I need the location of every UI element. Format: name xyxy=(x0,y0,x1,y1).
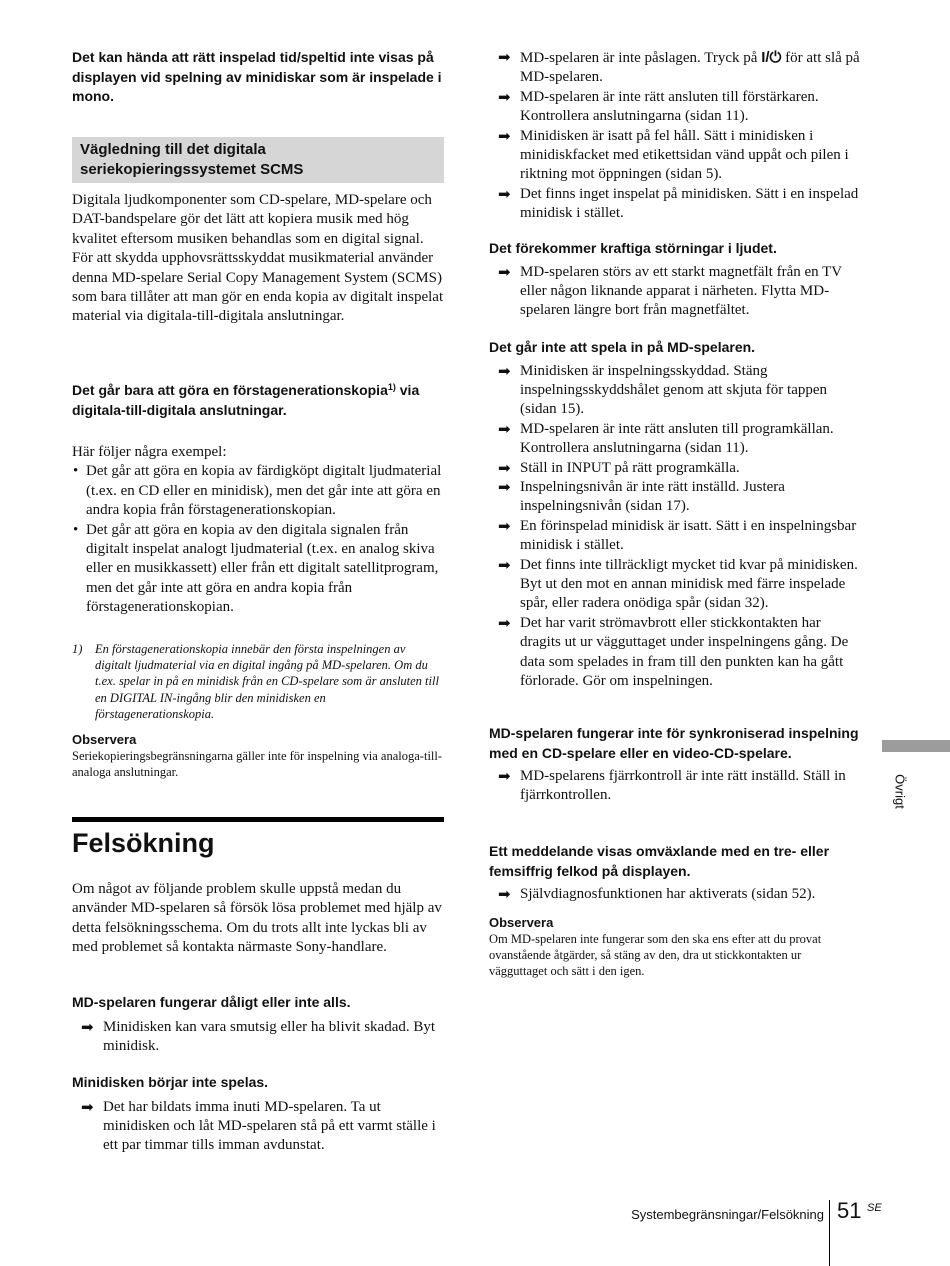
page-number: 51 xyxy=(837,1198,862,1223)
observe-note xyxy=(489,914,861,980)
solution-item xyxy=(489,767,861,806)
arrow-right-icon: ➡ xyxy=(498,361,511,380)
list-item xyxy=(72,521,444,618)
arrow-right-icon: ➡ xyxy=(498,885,511,903)
page-suffix: SE xyxy=(867,1202,882,1214)
problem-heading: Ett meddelande visas omväxlande med en tre- eller femsiffrig felkod på displayen. xyxy=(489,843,830,879)
side-tab-label: Övrigt xyxy=(892,774,908,809)
footnote xyxy=(72,641,444,722)
problem-heading: MD-spelaren fungerar inte för synkroniserad inspelning med en CD-spelare eller en video-CD-spelare. xyxy=(489,725,859,761)
solution-item xyxy=(489,263,861,321)
arrow-right-icon: ➡ xyxy=(498,419,511,438)
arrow-right-icon: ➡ xyxy=(498,48,511,66)
solution-item xyxy=(489,478,861,517)
solution-text: Det har bildats imma inuti MD-spelaren. Ta ut minidisken och låt MD-spelaren stå på ett varmt ställe i ett par timmar tills imman avdunstat. xyxy=(103,1098,436,1154)
bullet-text: Det går att göra en kopia av den digitala signalen från digitalt inspelat analogt ljudmaterial (t.ex. en analog skiva eller en musikkassett) eller från ett digitalt satellitprogram, men det går inte att göra en andra kopia från förstagenerationskopian. xyxy=(86,521,439,616)
solution-text: MD-spelaren störs av ett starkt magnetfält från en TV eller någon liknande apparat i närheten. Flytta MD-spelaren längre bort från magnetfältet. xyxy=(520,263,842,319)
solution-text: MD-spelaren är inte påslagen. Tryck på xyxy=(520,50,762,66)
arrow-right-icon: ➡ xyxy=(498,767,511,785)
solution-text: Minidisken är isatt på fel håll. Sätt i minidisken i minidiskfacket med etikettsidan vänd uppåt och pilen i riktning mot öppningen (sidan 5). xyxy=(520,127,849,183)
scms-paragraph-1: Digitala ljudkomponenter som CD-spelare, MD-spelare och DAT-bandspelare gör det lätt att kopiera musik med hög kvalitet eftersom musiken behandlas som en digital signal. xyxy=(72,192,432,247)
footnote-text: En förstagenerationskopia innebär den första inspelningen av digitalt ljudmaterial via en digital ingång på MD-spelaren. Om du t.ex. spelar in på en minidisk från en CD-spelare som är ansluten till en DIGITAL IN-ingång blir den minidisken en förstagenerationskopia. xyxy=(95,642,439,721)
solution-text: MD-spelaren är inte rätt ansluten till förstärkaren. Kontrollera anslutningarna (sidan 11). xyxy=(520,88,819,125)
solution-item xyxy=(489,885,861,904)
solution-item xyxy=(489,48,861,88)
footnote-ref: 1) xyxy=(387,382,396,392)
problem-block xyxy=(489,724,861,806)
solution-text: Det finns inget inspelat på minidisken. Sätt i en inspelad minidisk i stället. xyxy=(520,185,859,222)
arrow-right-icon: ➡ xyxy=(81,1017,94,1036)
problem-block xyxy=(489,239,861,321)
power-icon: I/⏻ xyxy=(761,49,782,66)
problem-heading: Det förekommer kraftiga störningar i ljudet. xyxy=(489,240,777,256)
solution-item xyxy=(489,459,861,478)
solution-item xyxy=(489,185,861,224)
section-rule xyxy=(72,817,444,822)
arrow-right-icon: ➡ xyxy=(498,555,511,574)
first-generation-heading-a: Det går bara att göra en förstagenerationskopia xyxy=(72,382,388,398)
footnote-number: 1) xyxy=(72,642,83,656)
solution-text: Självdiagnosfunktionen har aktiverats (sidan 52). xyxy=(520,886,816,902)
scms-paragraph-2: För att skydda upphovsrättsskyddat musikmaterial använder denna MD-spelare Serial Copy Management System (SCMS) som bara tillåter att man gör en enda kopia av digitalt inspelat material via digitala-till-digitala anslutningar. xyxy=(72,250,444,325)
observe-text: Om MD-spelaren inte fungerar som den ska ens efter att du provat ovanstående åtgärder, så stäng av den, dra ut stickkontakten ur vägguttaget och sätt i den igen. xyxy=(489,932,822,979)
observe-note xyxy=(72,731,444,780)
bullet-icon: • xyxy=(73,521,79,538)
problem-block xyxy=(72,993,444,1056)
list-item xyxy=(72,462,444,520)
observe-text: Seriekopieringsbegränsningarna gäller inte för inspelning via analoga-till-analoga anslutningar. xyxy=(72,749,443,780)
solution-list xyxy=(489,362,861,692)
solution-text: Ställ in INPUT på rätt programkälla. xyxy=(520,459,740,476)
section-intro: Om något av följande problem skulle uppstå medan du använder MD-spelaren så försök lösa problemet med hjälp av detta felsökningsschema. Om du trots allt inte lyckas bli av med problemet så kontakta närmaste Sony-handlare. xyxy=(72,881,442,956)
solution-text: Det har varit strömavbrott eller stickkontakten har dragits ut ur vägguttaget under inspelningens gång. De data som spelades in fram till den punkten kan ha gått förlorade. Gör om inspelningen. xyxy=(520,614,849,689)
footer-section: Systembegränsningar/Felsökning xyxy=(631,1207,824,1222)
solution-item xyxy=(489,88,861,127)
arrow-right-icon: ➡ xyxy=(81,1097,94,1116)
problem-block xyxy=(72,1073,444,1156)
problem-block xyxy=(489,338,861,691)
problem-heading: Minidisken börjar inte spelas. xyxy=(72,1074,269,1090)
solution-text: Minidisken kan vara smutsig eller ha blivit skadad. Byt minidisk. xyxy=(103,1018,436,1054)
examples-intro: Här följer några exempel: xyxy=(72,444,227,460)
solution-item xyxy=(489,556,861,614)
bullet-icon: • xyxy=(73,463,79,480)
solution-item xyxy=(489,420,861,459)
first-generation-heading xyxy=(72,381,444,420)
problem-block xyxy=(489,842,861,904)
first-generation-heading-b: via digitala-till-digitala anslutningar. xyxy=(72,382,420,418)
solution-item xyxy=(489,127,861,185)
scms-heading: Vägledning till det digitala seriekopieringssystemet SCMS xyxy=(72,137,444,183)
footer-divider xyxy=(829,1200,830,1266)
solution-item xyxy=(489,614,861,692)
arrow-right-icon: ➡ xyxy=(498,262,511,281)
side-tab-bar xyxy=(882,740,950,752)
arrow-right-icon: ➡ xyxy=(498,184,511,203)
solution-text: Det finns inte tillräckligt mycket tid kvar på minidisken. Byt ut den mot en annan minidisk med färre inspelade spår, eller radera onödiga spår (sidan 32). xyxy=(520,556,858,612)
arrow-right-icon: ➡ xyxy=(498,87,511,106)
scms-body xyxy=(72,191,444,327)
arrow-right-icon: ➡ xyxy=(498,613,511,632)
solution-text: MD-spelaren är inte rätt ansluten till programkällan. Kontrollera anslutningarna (sidan 11). xyxy=(520,420,834,457)
left-column xyxy=(72,0,444,1154)
solution-item xyxy=(72,1098,444,1156)
examples-block xyxy=(72,443,444,618)
arrow-right-icon: ➡ xyxy=(498,516,511,535)
solution-item xyxy=(72,1018,444,1057)
solution-text: MD-spelarens fjärrkontroll är inte rätt inställd. Ställ in fjärrkontrollen. xyxy=(520,768,846,804)
solution-text: för att slå på MD-spelaren. xyxy=(520,50,860,86)
solution-item xyxy=(489,362,861,420)
arrow-right-icon: ➡ xyxy=(498,458,511,477)
solution-text: En förinspelad minidisk är isatt. Sätt i en inspelningsbar minidisk i stället. xyxy=(520,517,857,554)
solution-item xyxy=(489,517,861,556)
observe-label: Observera xyxy=(72,732,137,747)
arrow-right-icon: ➡ xyxy=(498,477,511,496)
bullet-text: Det går att göra en kopia av färdigköpt digitalt ljudmaterial (t.ex. en CD eller en minidisk), men det går inte att göra en andra kopia från förstagenerationskopian. xyxy=(86,463,442,519)
observe-label: Observera xyxy=(489,915,554,930)
solution-text: Minidisken är inspelningsskyddad. Stäng inspelningsskyddshålet genom att skjuta för tappen (sidan 15). xyxy=(520,362,828,418)
mono-note-heading: Det kan hända att rätt inspelad tid/speltid inte visas på displayen vid spelning av minidiskar som är inspelade i mono. xyxy=(72,49,442,104)
problem-heading: MD-spelaren fungerar dåligt eller inte alls. xyxy=(72,994,351,1010)
solution-text: Inspelningsnivån är inte rätt inställd. Justera inspelningsnivån (sidan 17). xyxy=(520,478,785,515)
problem-heading: Det går inte att spela in på MD-spelaren. xyxy=(489,339,756,355)
arrow-right-icon: ➡ xyxy=(498,126,511,145)
section-title: Felsökning xyxy=(72,828,215,858)
top-solutions xyxy=(489,48,861,224)
